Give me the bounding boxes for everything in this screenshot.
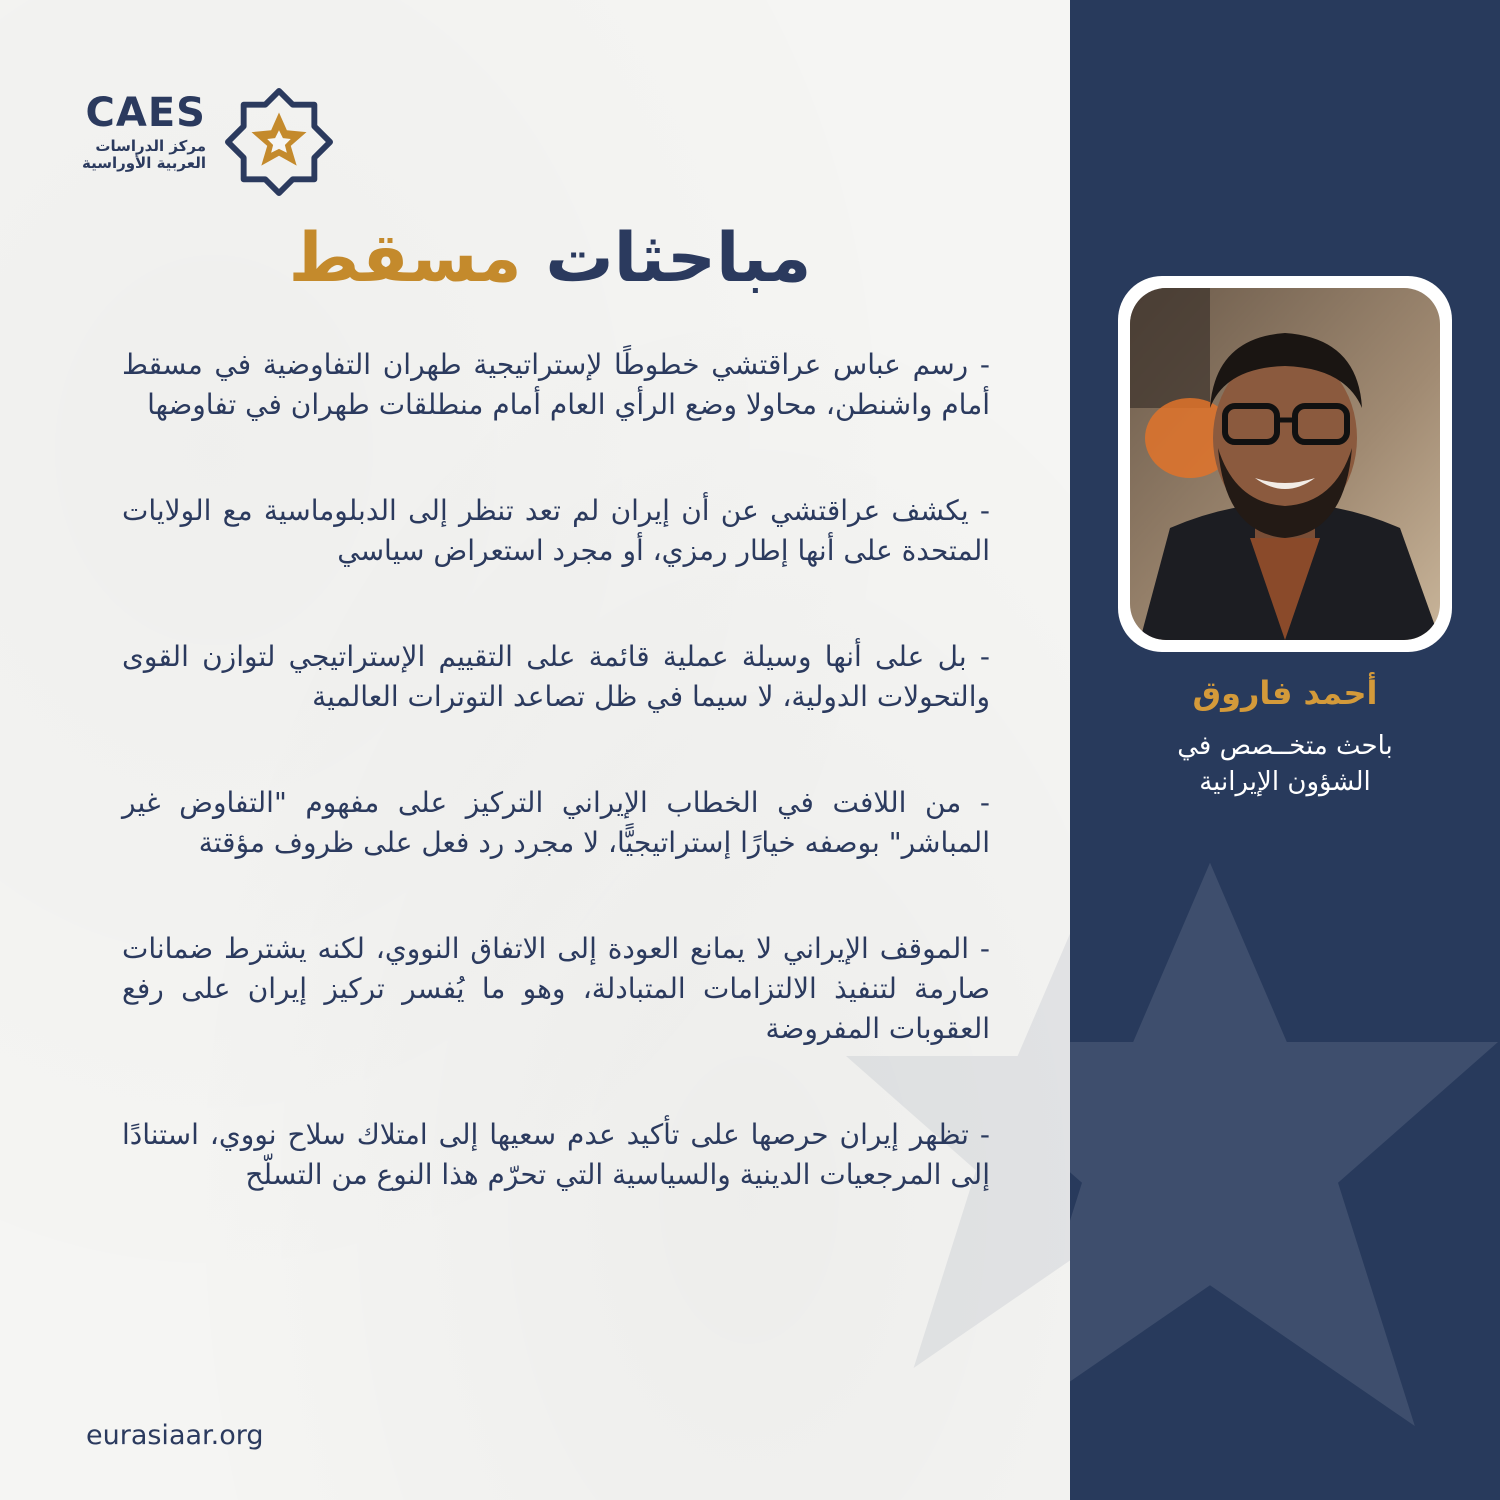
caes-logo xyxy=(80,88,340,198)
paragraph-2: - يكشف عراقتشي عن أن إيران لم تعد تنظر إلى الدبلوماسية مع الولايات المتحدة على أنها إطار رمزي، أو مجرد استعراض سياسي xyxy=(122,494,990,567)
portrait-illustration xyxy=(1130,288,1440,640)
person-role-line2: الشؤون الإيرانية xyxy=(1199,767,1371,797)
logo-arabic-text xyxy=(80,138,206,172)
paragraph-3: - بل على أنها وسيلة عملية قائمة على التقييم الإستراتيجي لتوازن القوى والتحولات الدولية، لا سيما في ظل تصاعد التوترات العالمية xyxy=(122,640,990,713)
website-url: eurasiaar.org xyxy=(86,1420,264,1451)
paragraph-1: - رسم عباس عراقتشي خطوطًا لإستراتيجية طهران التفاوضية في مسقط أمام واشنطن، محاولا وضع الرأي العام أمام منطلقات طهران في تفاوضها xyxy=(122,348,990,421)
paragraph-4: - من اللافت في الخطاب الإيراني التركيز على مفهوم "التفاوض غير المباشر" بوصفه خيارًا إستراتيجيًّا، لا مجرد رد فعل على ظروف مؤقتة xyxy=(122,786,990,859)
title-part2: مسقط xyxy=(288,219,522,298)
person-name: أحمد فاروق xyxy=(1192,674,1378,712)
logo-arabic-line1: مركز الدراسات xyxy=(95,137,206,155)
portrait-photo xyxy=(1130,288,1440,640)
paragraph-5: - الموقف الإيراني لا يمانع العودة إلى الاتفاق النووي، لكنه يشترط ضمانات صارمة لتنفيذ الالتزامات المتبادلة، وهو ما يُفسر تركيز إيران على رفع العقوبات المفروضة xyxy=(122,932,990,1045)
person-role xyxy=(1090,728,1480,800)
paragraph-6: - تظهر إيران حرصها على تأكيد عدم سعيها إلى امتلاك سلاح نووي، استنادًا إلى المرجعيات الدينية والسياسية التي تحرّم هذا النوع من التسلّح xyxy=(122,1118,990,1191)
photo-frame xyxy=(1118,276,1452,652)
page-title xyxy=(200,214,900,304)
person-role-line1: باحث متخــصص في xyxy=(1177,731,1393,761)
star-emblem-icon xyxy=(220,88,338,196)
panel-star-watermark xyxy=(1070,820,1500,1500)
title-part1: مباحثات xyxy=(545,219,812,298)
logo-latin-text: CAES xyxy=(85,90,206,136)
logo-arabic-line2: العربية الأوراسية xyxy=(81,154,206,172)
article-content xyxy=(122,345,990,1261)
